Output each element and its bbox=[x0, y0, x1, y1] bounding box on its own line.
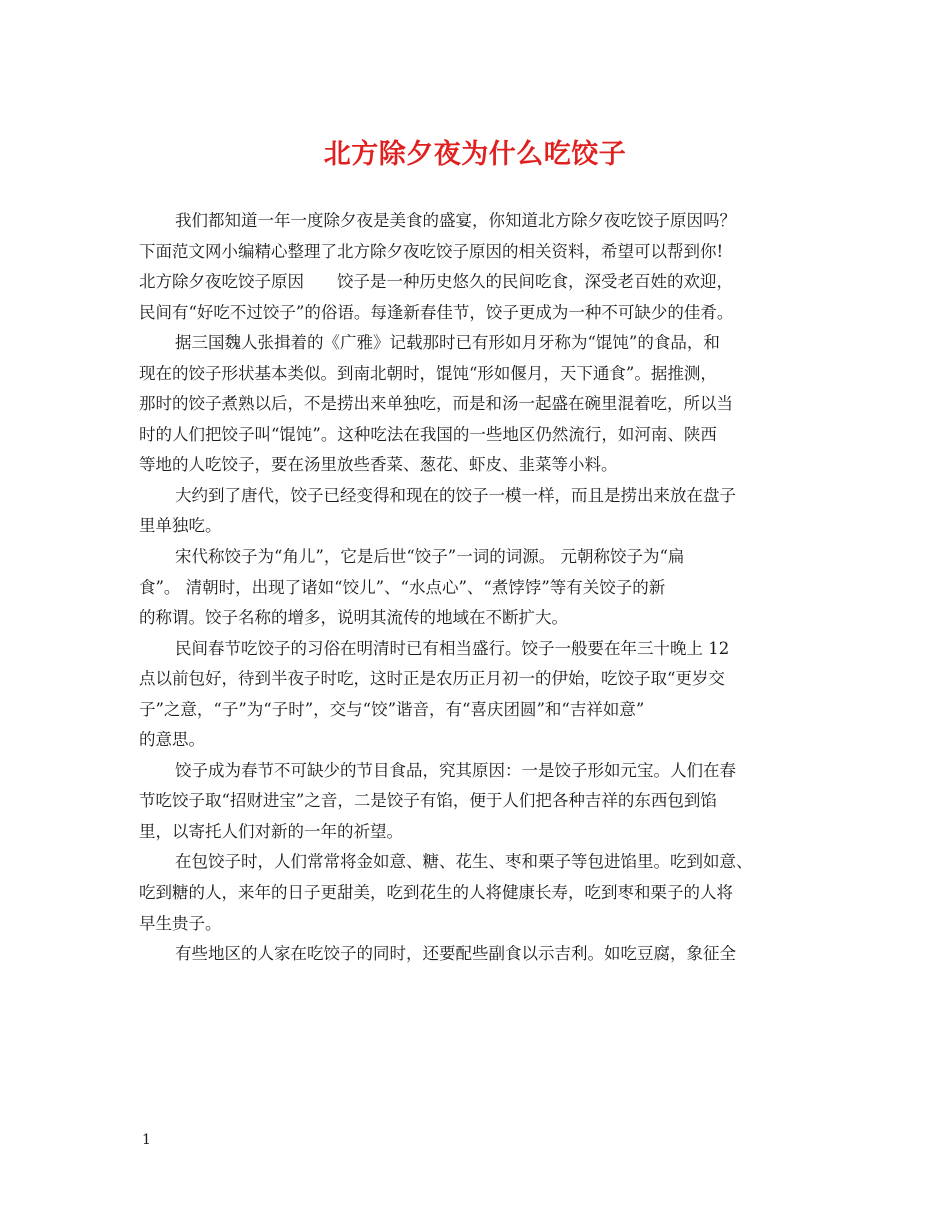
document-title: 北方除夕夜为什么吃饺子 bbox=[323, 139, 627, 170]
text-line: 节吃饺子取“招财进宝”之音，二是饺子有馅，便于人们把各种吉祥的东西包到馅 bbox=[139, 791, 717, 811]
text-line: 点以前包好，待到半夜子时吃，这时正是农历正月初一的伊始，吃饺子取“更岁交 bbox=[139, 669, 725, 689]
text-line: 吃到糖的人，来年的日子更甜美，吃到花生的人将健康长寿，吃到枣和栗子的人将 bbox=[139, 883, 733, 903]
text-line: 时的人们把饺子叫“馄饨”。这种吃法在我国的一些地区仍然流行，如河南、陕西 bbox=[139, 424, 717, 444]
text-line: 里，以寄托人们对新的一年的祈望。 bbox=[139, 821, 403, 841]
text-line: 子”之意，“子”为“子时”，交与“饺”谐音，有“喜庆团圆”和“吉祥如意” bbox=[139, 699, 645, 719]
text-line: 下面范文网小编精心整理了北方除夕夜吃饺子原因的相关资料，希望可以帮到你! bbox=[139, 241, 724, 261]
text-line: 早生贵子。 bbox=[139, 913, 222, 933]
text-line: 那时的饺子煮熟以后，不是捞出来单独吃，而是和汤一起盛在碗里混着吃，所以当 bbox=[139, 394, 733, 414]
text-line: 在包饺子时，人们常常将金如意、糖、花生、枣和栗子等包进馅里。吃到如意、 bbox=[175, 852, 753, 872]
text-line: 等地的人吃饺子，要在汤里放些香菜、葱花、虾皮、韭菜等小料。 bbox=[139, 455, 618, 475]
text-line: 民间有“好吃不过饺子”的俗语。每逢新春佳节，饺子更成为一种不可缺少的佳肴。 bbox=[139, 302, 734, 322]
text-line: 民间春节吃饺子的习俗在明清时已有相当盛行。饺子一般要在年三十晚上 12 bbox=[175, 638, 730, 658]
document-body bbox=[139, 206, 829, 970]
text-line: 食”。 清朝时，出现了诸如“饺儿”、“水点心”、“煮饽饽”等有关饺子的新 bbox=[139, 577, 666, 597]
text-line: 有些地区的人家在吃饺子的同时，还要配些副食以示吉利。如吃豆腐，象征全 bbox=[175, 944, 736, 964]
text-line: 饺子成为春节不可缺少的节目食品，究其原因：一是饺子形如元宝。人们在春 bbox=[175, 760, 736, 780]
text-line: 里单独吃。 bbox=[139, 516, 222, 536]
text-line: 北方除夕夜吃饺子原因 饺子是一种历史悠久的民间吃食，深受老百姓的欢迎， bbox=[139, 272, 733, 292]
text-line: 宋代称饺子为“角儿”，它是后世“饺子”一词的词源。 元朝称饺子为“扁 bbox=[175, 547, 685, 567]
text-line: 的称谓。饺子名称的增多，说明其流传的地域在不断扩大。 bbox=[139, 608, 568, 628]
text-line: 的意思。 bbox=[139, 730, 205, 750]
text-line: 据三国魏人张揖着的《广雅》记载那时已有形如月牙称为“馄饨”的食品，和 bbox=[175, 333, 720, 353]
text-line: 现在的饺子形状基本类似。到南北朝时，馄饨“形如偃月，天下通食”。据推测， bbox=[139, 363, 717, 383]
text-line: 我们都知道一年一度除夕夜是美食的盛宴，你知道北方除夕夜吃饺子原因吗？ bbox=[175, 211, 736, 230]
text-line: 大约到了唐代，饺子已经变得和现在的饺子一模一样，而且是捞出来放在盘子 bbox=[175, 485, 736, 505]
page-number: 1 bbox=[142, 1132, 151, 1148]
